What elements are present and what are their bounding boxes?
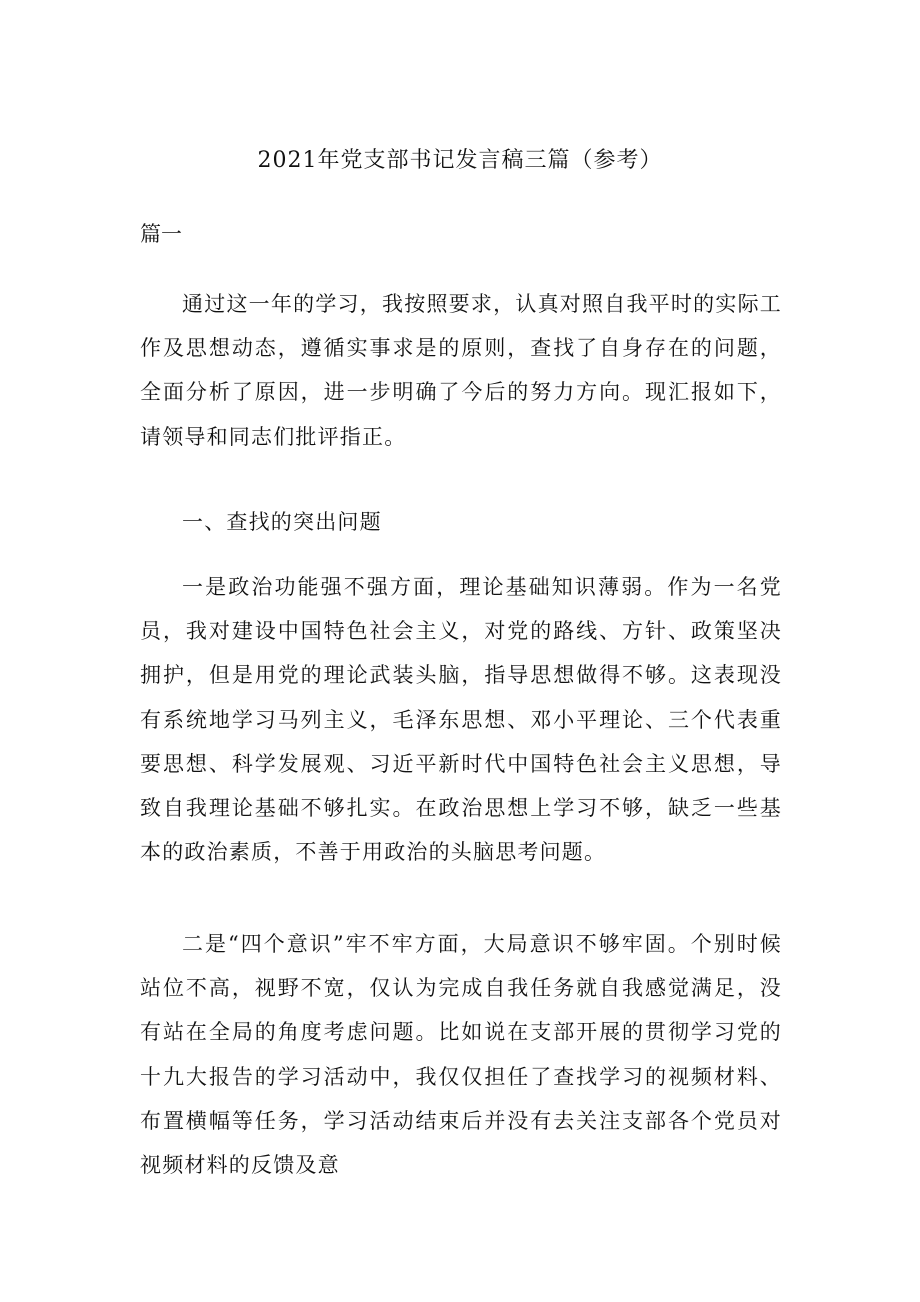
document-title: 2021年党支部书记发言稿三篇（参考）	[257, 148, 663, 173]
point-two-paragraph: 二是“四个意识”牢不牢方面，大局意识不够牢固。个别时候站位不高，视野不宽，仅认为完成自我任务就自我感觉满足，没有站在全局的角度考虑问题。比如说在支部开展的贯彻学习党的十九大报告的学习活动中，我仅仅担任了查找学习的视频材料、布置横幅等任务，学习活动结束后并没有去关注支部各个党员对视频材料的反馈及意	[140, 932, 782, 1178]
point-one-paragraph: 一是政治功能强不强方面，理论基础知识薄弱。作为一名党员，我对建设中国特色社会主义，对党的路线、方针、政策坚决拥护，但是用党的理论武装头脑，指导思想做得不够。这表现没有系统地学习马列主义，毛泽东思想、邓小平理论、三个代表重要思想、科学发展观、习近平新时代中国特色社会主义思想，导致自我理论基础不够扎实。在政治思想上学习不够，缺乏一些基本的政治素质，不善于用政治的头脑思考问题。	[140, 575, 782, 865]
subsection-heading: 一、查找的突出问题	[182, 510, 382, 534]
intro-paragraph: 通过这一年的学习，我按照要求，认真对照自我平时的实际工作及思想动态，遵循实事求是的原则，查找了自身存在的问题，全面分析了原因，进一步明确了今后的努力方向。现汇报如下，请领导和同志们批评指正。	[140, 292, 782, 449]
section-label: 篇一	[140, 222, 182, 246]
